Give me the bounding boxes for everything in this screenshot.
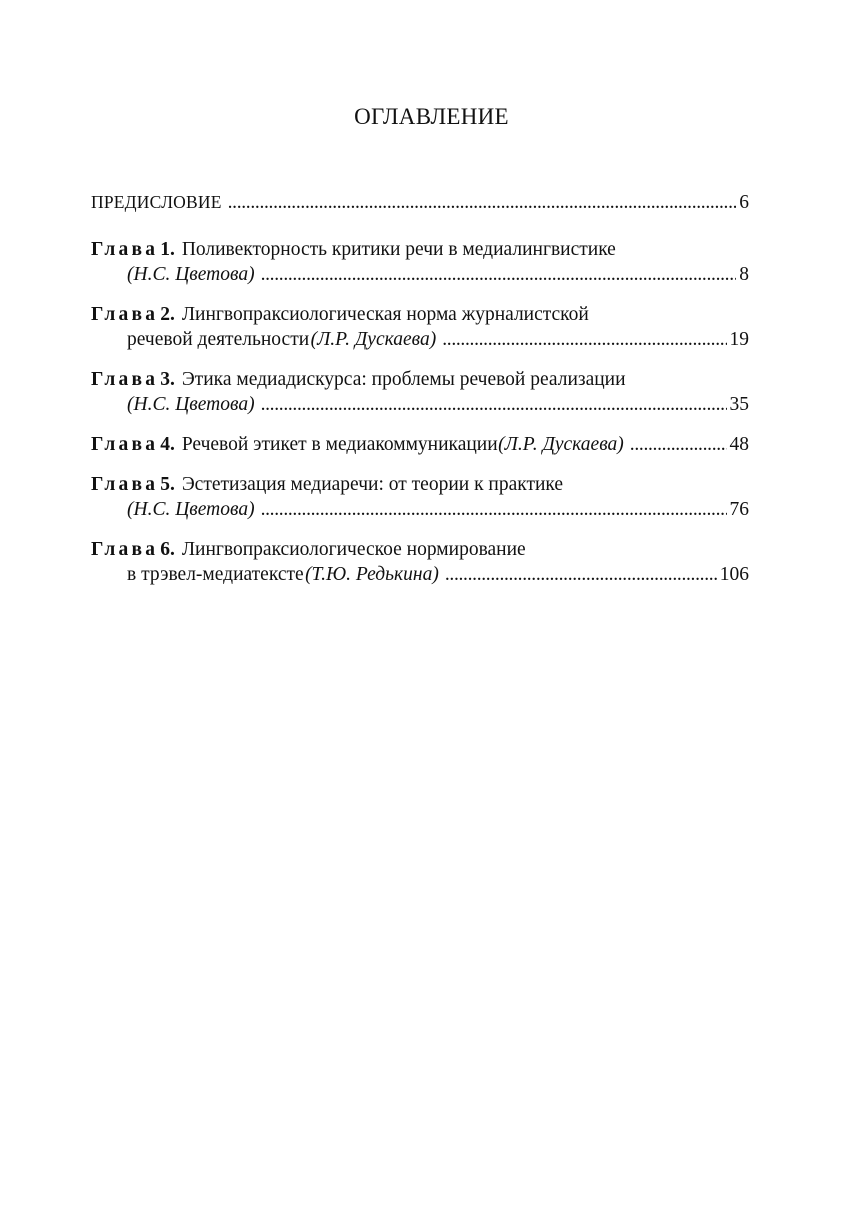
chapter-number: 2. bbox=[160, 304, 175, 325]
chapter-title: Поливекторность критики речи в медиалингвистике bbox=[181, 239, 616, 260]
chapter-word: Глава bbox=[91, 474, 159, 495]
page-number: 48 bbox=[729, 434, 749, 455]
chapter-title: Лингвопраксиологическая норма журналистской bbox=[181, 304, 589, 325]
dot-leader bbox=[261, 497, 727, 522]
dot-leader bbox=[445, 562, 717, 587]
dot-leader bbox=[442, 327, 726, 352]
table-of-contents bbox=[91, 190, 749, 602]
page-number: 8 bbox=[739, 264, 749, 285]
dot-leader bbox=[228, 190, 737, 215]
chapter-author: (Л.Р. Дускаева) bbox=[498, 434, 624, 455]
page-number: 19 bbox=[729, 329, 749, 350]
dot-leader bbox=[630, 432, 727, 457]
page-number: 76 bbox=[729, 499, 749, 520]
chapter-author: (Т.Ю. Редькина) bbox=[305, 564, 439, 585]
dot-leader bbox=[261, 262, 737, 287]
toc-entry-chapter-2[interactable] bbox=[91, 302, 749, 352]
chapter-word: Глава bbox=[91, 304, 159, 325]
toc-entry-chapter-3[interactable] bbox=[91, 367, 749, 417]
page-number: 106 bbox=[719, 564, 749, 585]
toc-entry-chapter-6[interactable] bbox=[91, 537, 749, 587]
preface-label: ПРЕДИСЛОВИЕ bbox=[91, 192, 222, 212]
chapter-author: (Л.Р. Дускаева) bbox=[310, 329, 437, 350]
chapter-title: Речевой этикет в медиакоммуникации bbox=[181, 434, 498, 455]
chapter-word: Глава bbox=[91, 539, 159, 560]
chapter-author: (Н.С. Цветова) bbox=[127, 394, 255, 415]
chapter-number: 6. bbox=[160, 539, 175, 560]
chapter-title: Этика медиадискурса: проблемы речевой реализации bbox=[181, 369, 626, 390]
chapter-word: Глава bbox=[91, 434, 159, 455]
chapter-title-continued: в трэвел-медиатексте bbox=[127, 564, 304, 585]
chapter-title: Эстетизация медиаречи: от теории к практике bbox=[181, 474, 564, 495]
toc-entry-chapter-4[interactable] bbox=[91, 432, 749, 457]
toc-entry-preface[interactable] bbox=[91, 190, 749, 215]
chapter-author: (Н.С. Цветова) bbox=[127, 499, 255, 520]
chapter-title: Лингвопраксиологическое нормирование bbox=[181, 539, 526, 560]
chapter-number: 5. bbox=[160, 474, 175, 495]
page-title: ОГЛАВЛЕНИЕ bbox=[354, 104, 509, 129]
chapter-number: 1. bbox=[160, 239, 175, 260]
chapter-word: Глава bbox=[91, 369, 159, 390]
dot-leader bbox=[261, 392, 727, 417]
chapter-word: Глава bbox=[91, 239, 159, 260]
chapter-author: (Н.С. Цветова) bbox=[127, 264, 255, 285]
toc-entry-chapter-1[interactable] bbox=[91, 237, 749, 287]
page-number: 35 bbox=[729, 394, 749, 415]
chapter-number: 4. bbox=[160, 434, 175, 455]
page-number: 6 bbox=[739, 192, 749, 213]
toc-entry-chapter-5[interactable] bbox=[91, 472, 749, 522]
chapter-number: 3. bbox=[160, 369, 175, 390]
chapter-title-continued: речевой деятельности bbox=[127, 329, 310, 350]
